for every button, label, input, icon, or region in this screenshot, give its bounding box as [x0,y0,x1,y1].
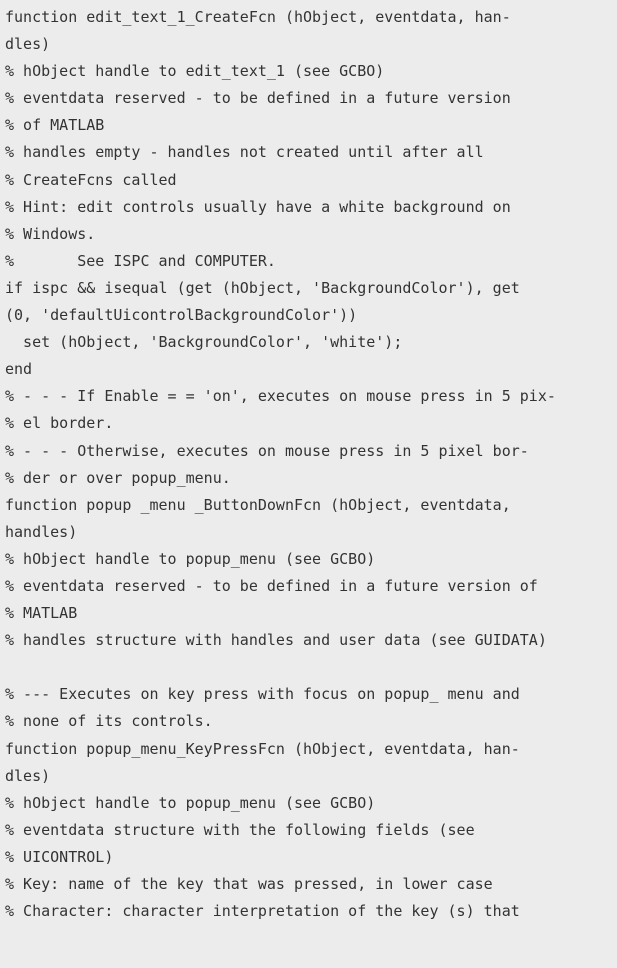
code-line: % --- Executes on key press with focus on popup_ menu and [5,685,520,704]
code-line: dles) [5,766,51,785]
code-line: set (hObject, 'BackgroundColor', 'white'); [5,333,403,352]
code-line: function popup_menu_KeyPressFcn (hObject, eventdata, han- [5,739,520,758]
code-line: % - - - Otherwise, executes on mouse press in 5 pixel bor- [5,441,529,460]
code-line: % handles structure with handles and user data (see GUIDATA) [5,631,547,650]
code-line: % Hint: edit controls usually have a white background on [5,197,511,216]
code-line: % handles empty - handles not created until after all [5,143,484,162]
code-line: % CreateFcns called [5,170,177,189]
code-line: % of MATLAB [5,116,105,135]
code-line: % hObject handle to popup_menu (see GCBO) [5,793,376,812]
code-line [5,925,617,952]
code-line: % hObject handle to popup_menu (see GCBO) [5,549,376,568]
code-line: handles) [5,522,78,541]
code-line: dles) [5,35,51,54]
code-line: % el border. [5,414,114,433]
code-line: % none of its controls. [5,712,213,731]
code-line: % UICONTROL) [5,847,114,866]
code-line: function edit_text_1_CreateFcn (hObject, eventdata, han- [5,8,511,26]
code-line: (0, 'defaultUicontrolBackgroundColor')) [5,306,358,325]
code-line: % eventdata reserved - to be defined in a future version of [5,576,538,595]
code-line: % der or over popup_menu. [5,468,231,487]
code-line: function popup _menu _ButtonDownFcn (hObject, eventdata, [5,495,511,514]
code-line: % Character: character interpretation of the key (s) that [5,902,520,921]
code-line: % Key: name of the key that was pressed, in lower case [5,875,493,893]
code-line: % eventdata reserved - to be defined in a future version [5,89,511,108]
code-line: % MATLAB [5,604,78,623]
code-line: % Windows. [5,224,96,243]
code-line: end [5,360,33,379]
code-line: % - - - If Enable = = 'on', executes on mouse press in 5 pix- [5,387,556,406]
code-line: % hObject handle to edit_text_1 (see GCBO) [5,62,385,81]
code-line: % See ISPC and COMPUTER. [5,251,276,270]
code-line: % eventdata structure with the following fields (see [5,820,475,839]
code-line: if ispc && isequal (get (hObject, 'BackgroundColor'), get [5,278,520,297]
code-line [5,654,617,681]
